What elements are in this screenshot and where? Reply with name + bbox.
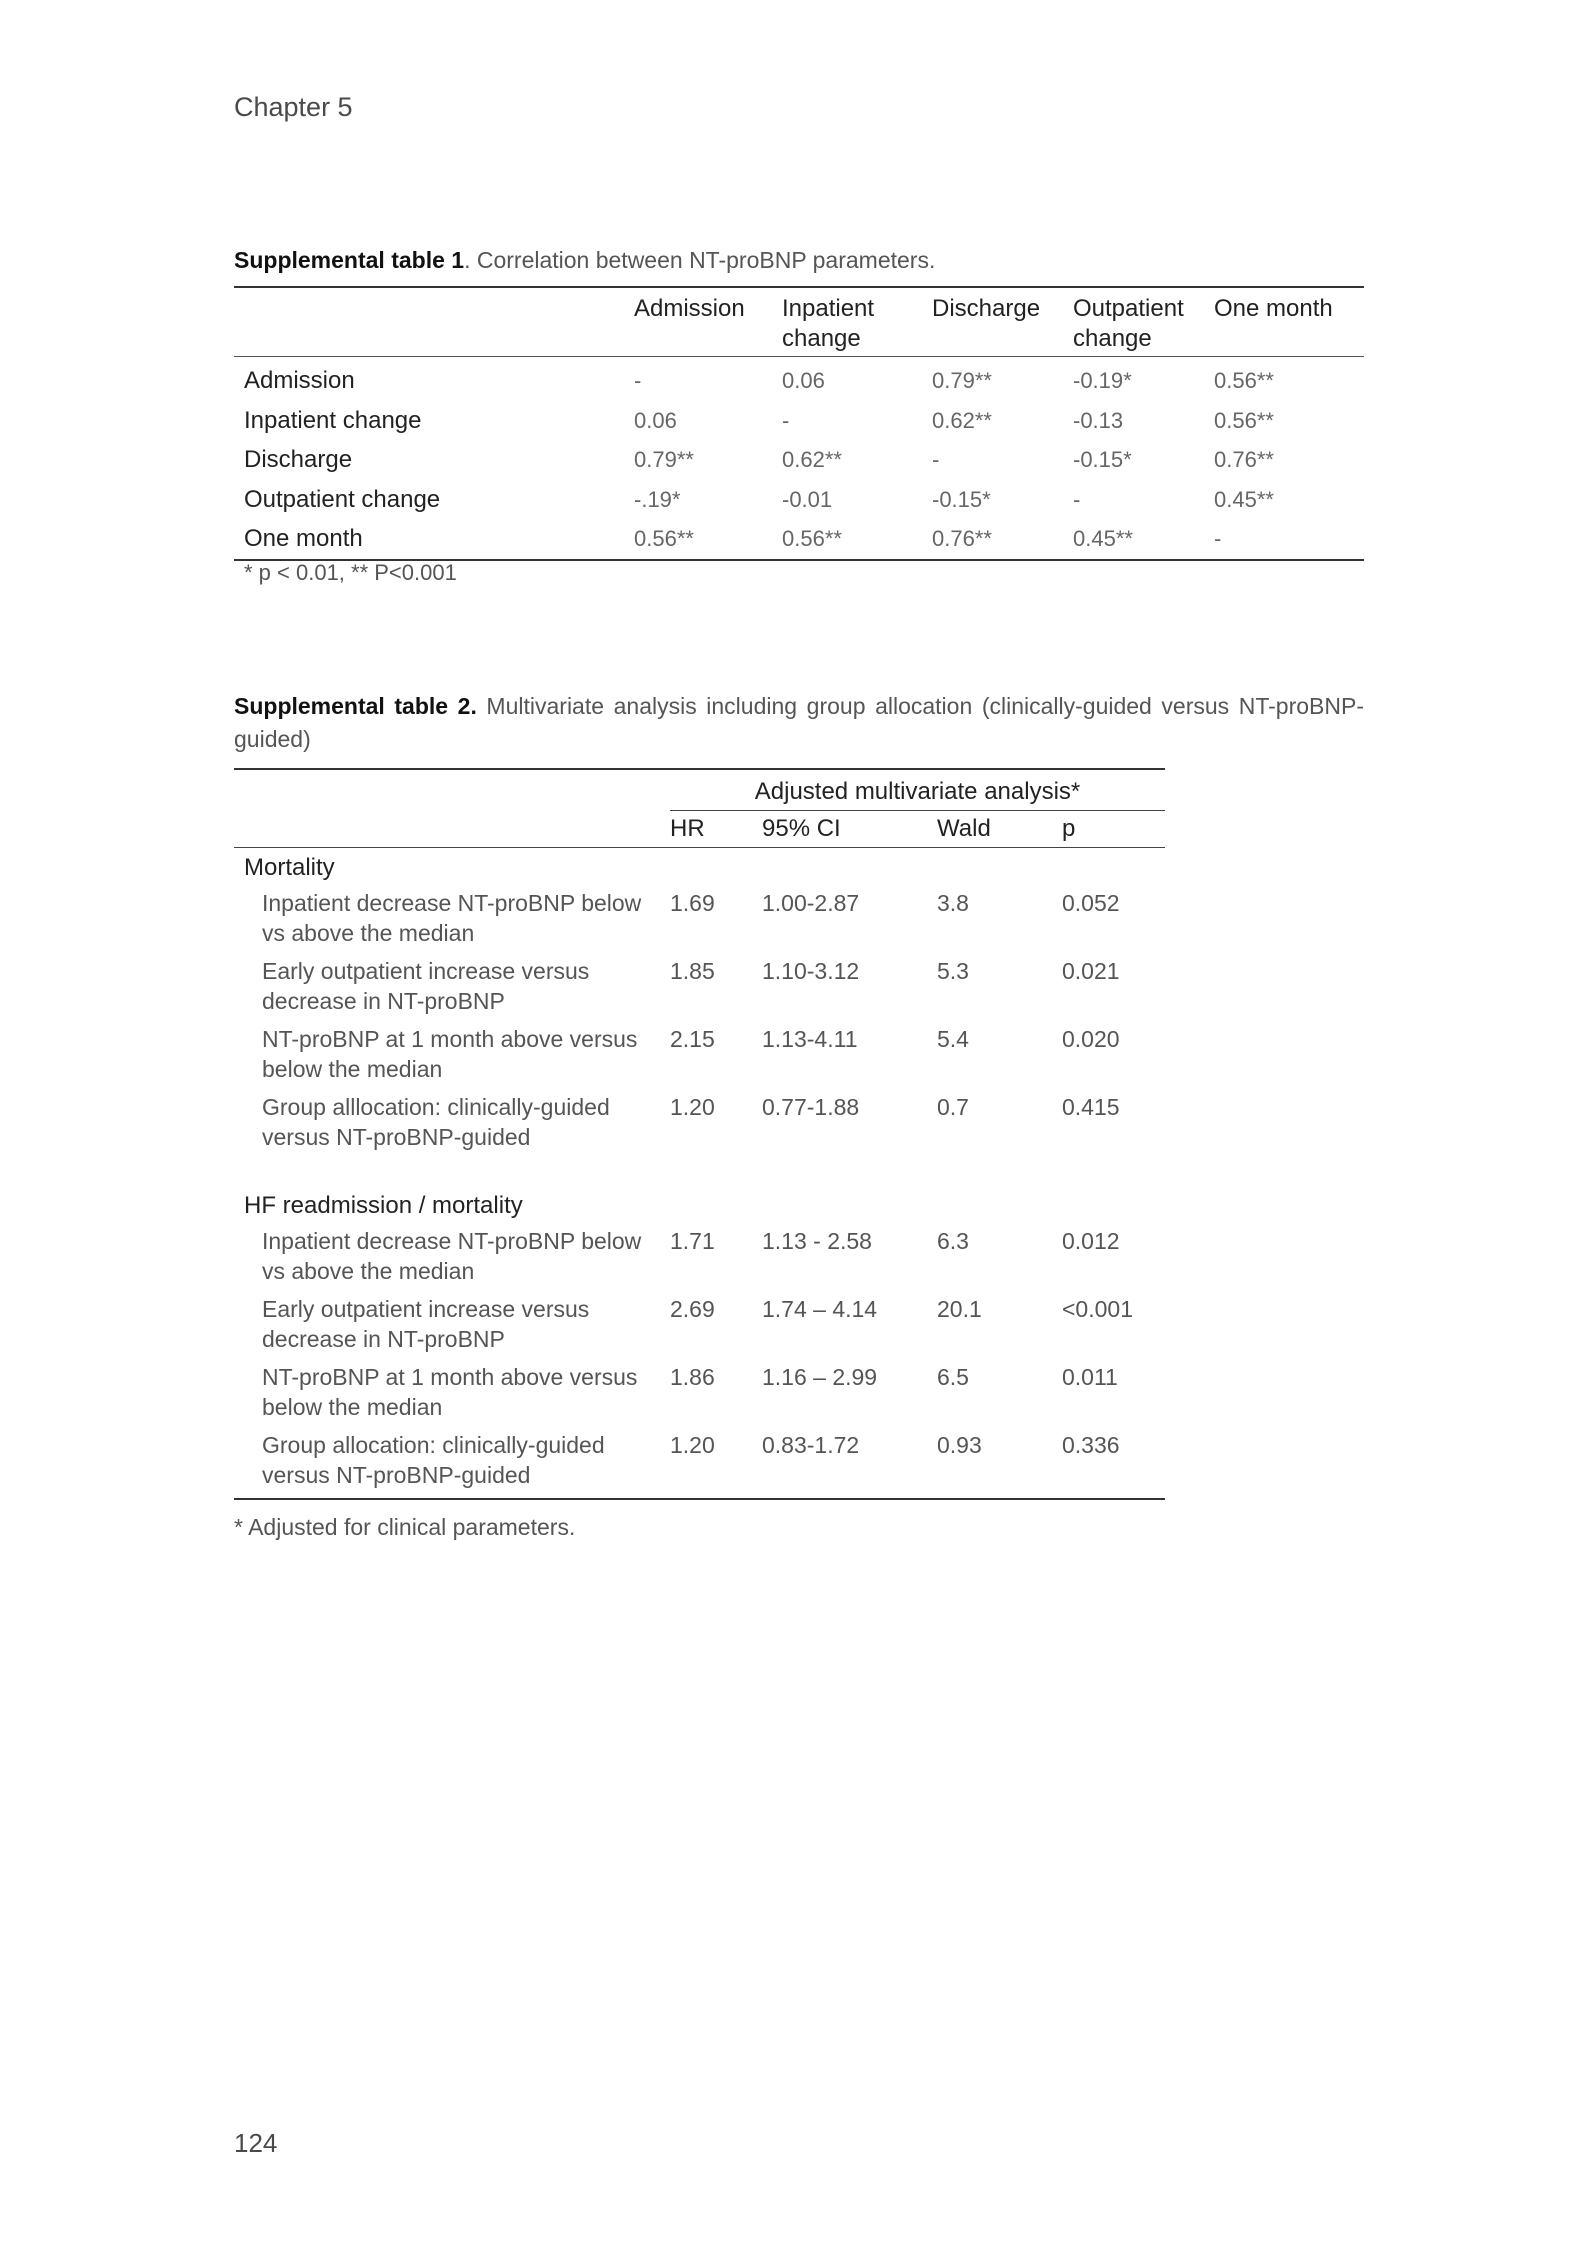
- row-label: NT-proBNP at 1 month above versus below the median: [262, 1364, 638, 1420]
- table-cell: -.19*: [634, 486, 681, 512]
- table-cell: -: [1073, 486, 1081, 512]
- table-row: [234, 888, 1165, 956]
- table-cell: 3.8: [937, 890, 969, 916]
- table-cell: 0.06: [782, 368, 825, 393]
- table2-caption-label: Supplemental table 2.: [234, 693, 477, 719]
- table-row: [234, 956, 1165, 1024]
- table-row: [234, 1092, 1165, 1160]
- table-cell: 1.86: [670, 1364, 715, 1390]
- header-cell: Inpatient change: [782, 295, 875, 352]
- table-row: [234, 440, 1364, 480]
- table2-caption-text: Multivariate analysis including group allocation (clinically-guided versus NT-proBNP-guided): [234, 693, 1364, 752]
- row-label: Early outpatient increase versus decrease in NT-proBNP: [262, 1296, 590, 1352]
- table-row: [234, 1430, 1165, 1499]
- row-label: Group alllocation: clinically-guided versus NT-proBNP-guided: [262, 1094, 610, 1150]
- table-cell: 1.74 – 4.14: [762, 1296, 878, 1322]
- table-cell: 5.3: [937, 958, 969, 984]
- header-cell: [234, 287, 634, 357]
- table-cell: 1.16 – 2.99: [762, 1364, 878, 1390]
- table-cell: 2.69: [670, 1296, 715, 1322]
- table1-caption: [234, 244, 1364, 277]
- table-cell: 0.06: [634, 407, 677, 433]
- table-cell: 1.20: [670, 1094, 715, 1120]
- row-label: Inpatient decrease NT-proBNP below vs above the median: [262, 890, 642, 946]
- table-cell: 0.83-1.72: [762, 1432, 860, 1458]
- table-cell: 0.56**: [782, 526, 842, 551]
- table-cell: 0.052: [1062, 890, 1120, 916]
- table-row: [234, 1024, 1165, 1092]
- table-row: [234, 480, 1364, 520]
- section-title: Mortality: [244, 854, 335, 881]
- table-cell: 0.7: [937, 1094, 969, 1120]
- table-cell: 0.76**: [1214, 447, 1274, 472]
- table-cell: 20.1: [937, 1296, 982, 1322]
- header-cell: HR: [670, 811, 762, 848]
- table-row: [234, 1362, 1165, 1430]
- table-cell: 0.45**: [1073, 526, 1133, 551]
- table-cell: 0.56**: [634, 526, 694, 551]
- table-cell: 1.10-3.12: [762, 958, 860, 984]
- table-cell: 1.71: [670, 1228, 715, 1254]
- table-row: [234, 519, 1364, 560]
- table-cell: -: [634, 368, 642, 393]
- correlation-table: [234, 286, 1364, 561]
- span-header: Adjusted multivariate analysis*: [670, 769, 1165, 811]
- row-label: Early outpatient increase versus decrease in NT-proBNP: [262, 958, 590, 1014]
- table-cell: -0.13: [1073, 407, 1124, 433]
- table-cell: 0.021: [1062, 958, 1120, 984]
- table1-caption-text: . Correlation between NT-proBNP parameters.: [464, 247, 936, 273]
- table-cell: 5.4: [937, 1026, 969, 1052]
- table-cell: -: [1214, 526, 1222, 551]
- row-label: Admission: [244, 367, 355, 394]
- table1-caption-label: Supplemental table 1: [234, 247, 465, 273]
- row-label: Group allocation: clinically-guided versus NT-proBNP-guided: [262, 1432, 605, 1488]
- table-cell: 1.20: [670, 1432, 715, 1458]
- table-cell: 0.62**: [782, 447, 842, 472]
- table-cell: 0.79**: [634, 447, 694, 472]
- table-cell: 0.011: [1062, 1364, 1118, 1390]
- table-row: [234, 401, 1364, 441]
- header-cell: p: [1062, 811, 1165, 848]
- table-cell: 0.415: [1062, 1094, 1120, 1120]
- table-cell: 0.020: [1062, 1026, 1120, 1052]
- row-label: Inpatient change: [244, 406, 422, 434]
- section-title: HF readmission / mortality: [244, 1192, 523, 1219]
- section-row: [234, 848, 1165, 889]
- row-label: Inpatient decrease NT-proBNP below vs above the median: [262, 1228, 642, 1284]
- table1-footnote: * p < 0.01, ** P<0.001: [244, 560, 457, 585]
- table-cell: 1.69: [670, 890, 715, 916]
- header-cell: Discharge: [932, 295, 1041, 322]
- table-cell: 0.45**: [1214, 486, 1274, 512]
- table-row: [234, 1226, 1165, 1294]
- row-label: Outpatient change: [244, 485, 441, 513]
- table-cell: <0.001: [1062, 1296, 1133, 1322]
- table-cell: 6.3: [937, 1228, 969, 1254]
- table-cell: -0.15*: [1073, 447, 1132, 472]
- table-cell: 0.93: [937, 1432, 982, 1458]
- span-header-row: [234, 769, 1165, 811]
- header-cell: 95% CI: [762, 811, 937, 848]
- header-cell: [234, 811, 670, 848]
- section-row: [234, 1160, 1165, 1226]
- multivariate-table: [234, 768, 1165, 1500]
- table-cell: 0.336: [1062, 1432, 1120, 1458]
- table-header-row: [234, 811, 1165, 848]
- header-cell: One month: [1214, 295, 1333, 322]
- chapter-heading: Chapter 5: [234, 92, 353, 122]
- table-cell: 0.56**: [1214, 407, 1274, 433]
- table-cell: -0.01: [782, 486, 833, 512]
- table-cell: 0.012: [1062, 1228, 1120, 1254]
- table-cell: 1.13-4.11: [762, 1026, 858, 1052]
- table-header-row: [234, 287, 1364, 357]
- row-label: One month: [244, 525, 363, 552]
- table-cell: 6.5: [937, 1364, 969, 1390]
- row-label: Discharge: [244, 446, 353, 473]
- empty-header-cell: [234, 769, 670, 811]
- table-cell: 1.85: [670, 958, 715, 984]
- table-cell: 0.76**: [932, 526, 992, 551]
- table2-caption: [234, 690, 1364, 756]
- header-cell: Outpatient change: [1073, 295, 1184, 352]
- table-cell: 0.62**: [932, 407, 992, 433]
- header-cell: Wald: [937, 811, 1062, 848]
- table-cell: 1.13 - 2.58: [762, 1228, 872, 1254]
- table2-footnote: * Adjusted for clinical parameters.: [234, 1514, 576, 1540]
- table-row: [234, 1294, 1165, 1362]
- header-cell: Admission: [634, 295, 745, 322]
- table-cell: 0.77-1.88: [762, 1094, 860, 1120]
- page-number: 124: [234, 2128, 278, 2158]
- row-label: NT-proBNP at 1 month above versus below the median: [262, 1026, 638, 1082]
- table-cell: -0.15*: [932, 486, 991, 512]
- table-cell: 2.15: [670, 1026, 715, 1052]
- table-cell: 0.79**: [932, 368, 992, 393]
- table-cell: 0.56**: [1214, 368, 1274, 393]
- table-cell: -: [932, 447, 940, 472]
- table-cell: 1.00-2.87: [762, 890, 860, 916]
- table-cell: -: [782, 407, 790, 433]
- table-row: [234, 357, 1364, 401]
- table-cell: -0.19*: [1073, 368, 1132, 393]
